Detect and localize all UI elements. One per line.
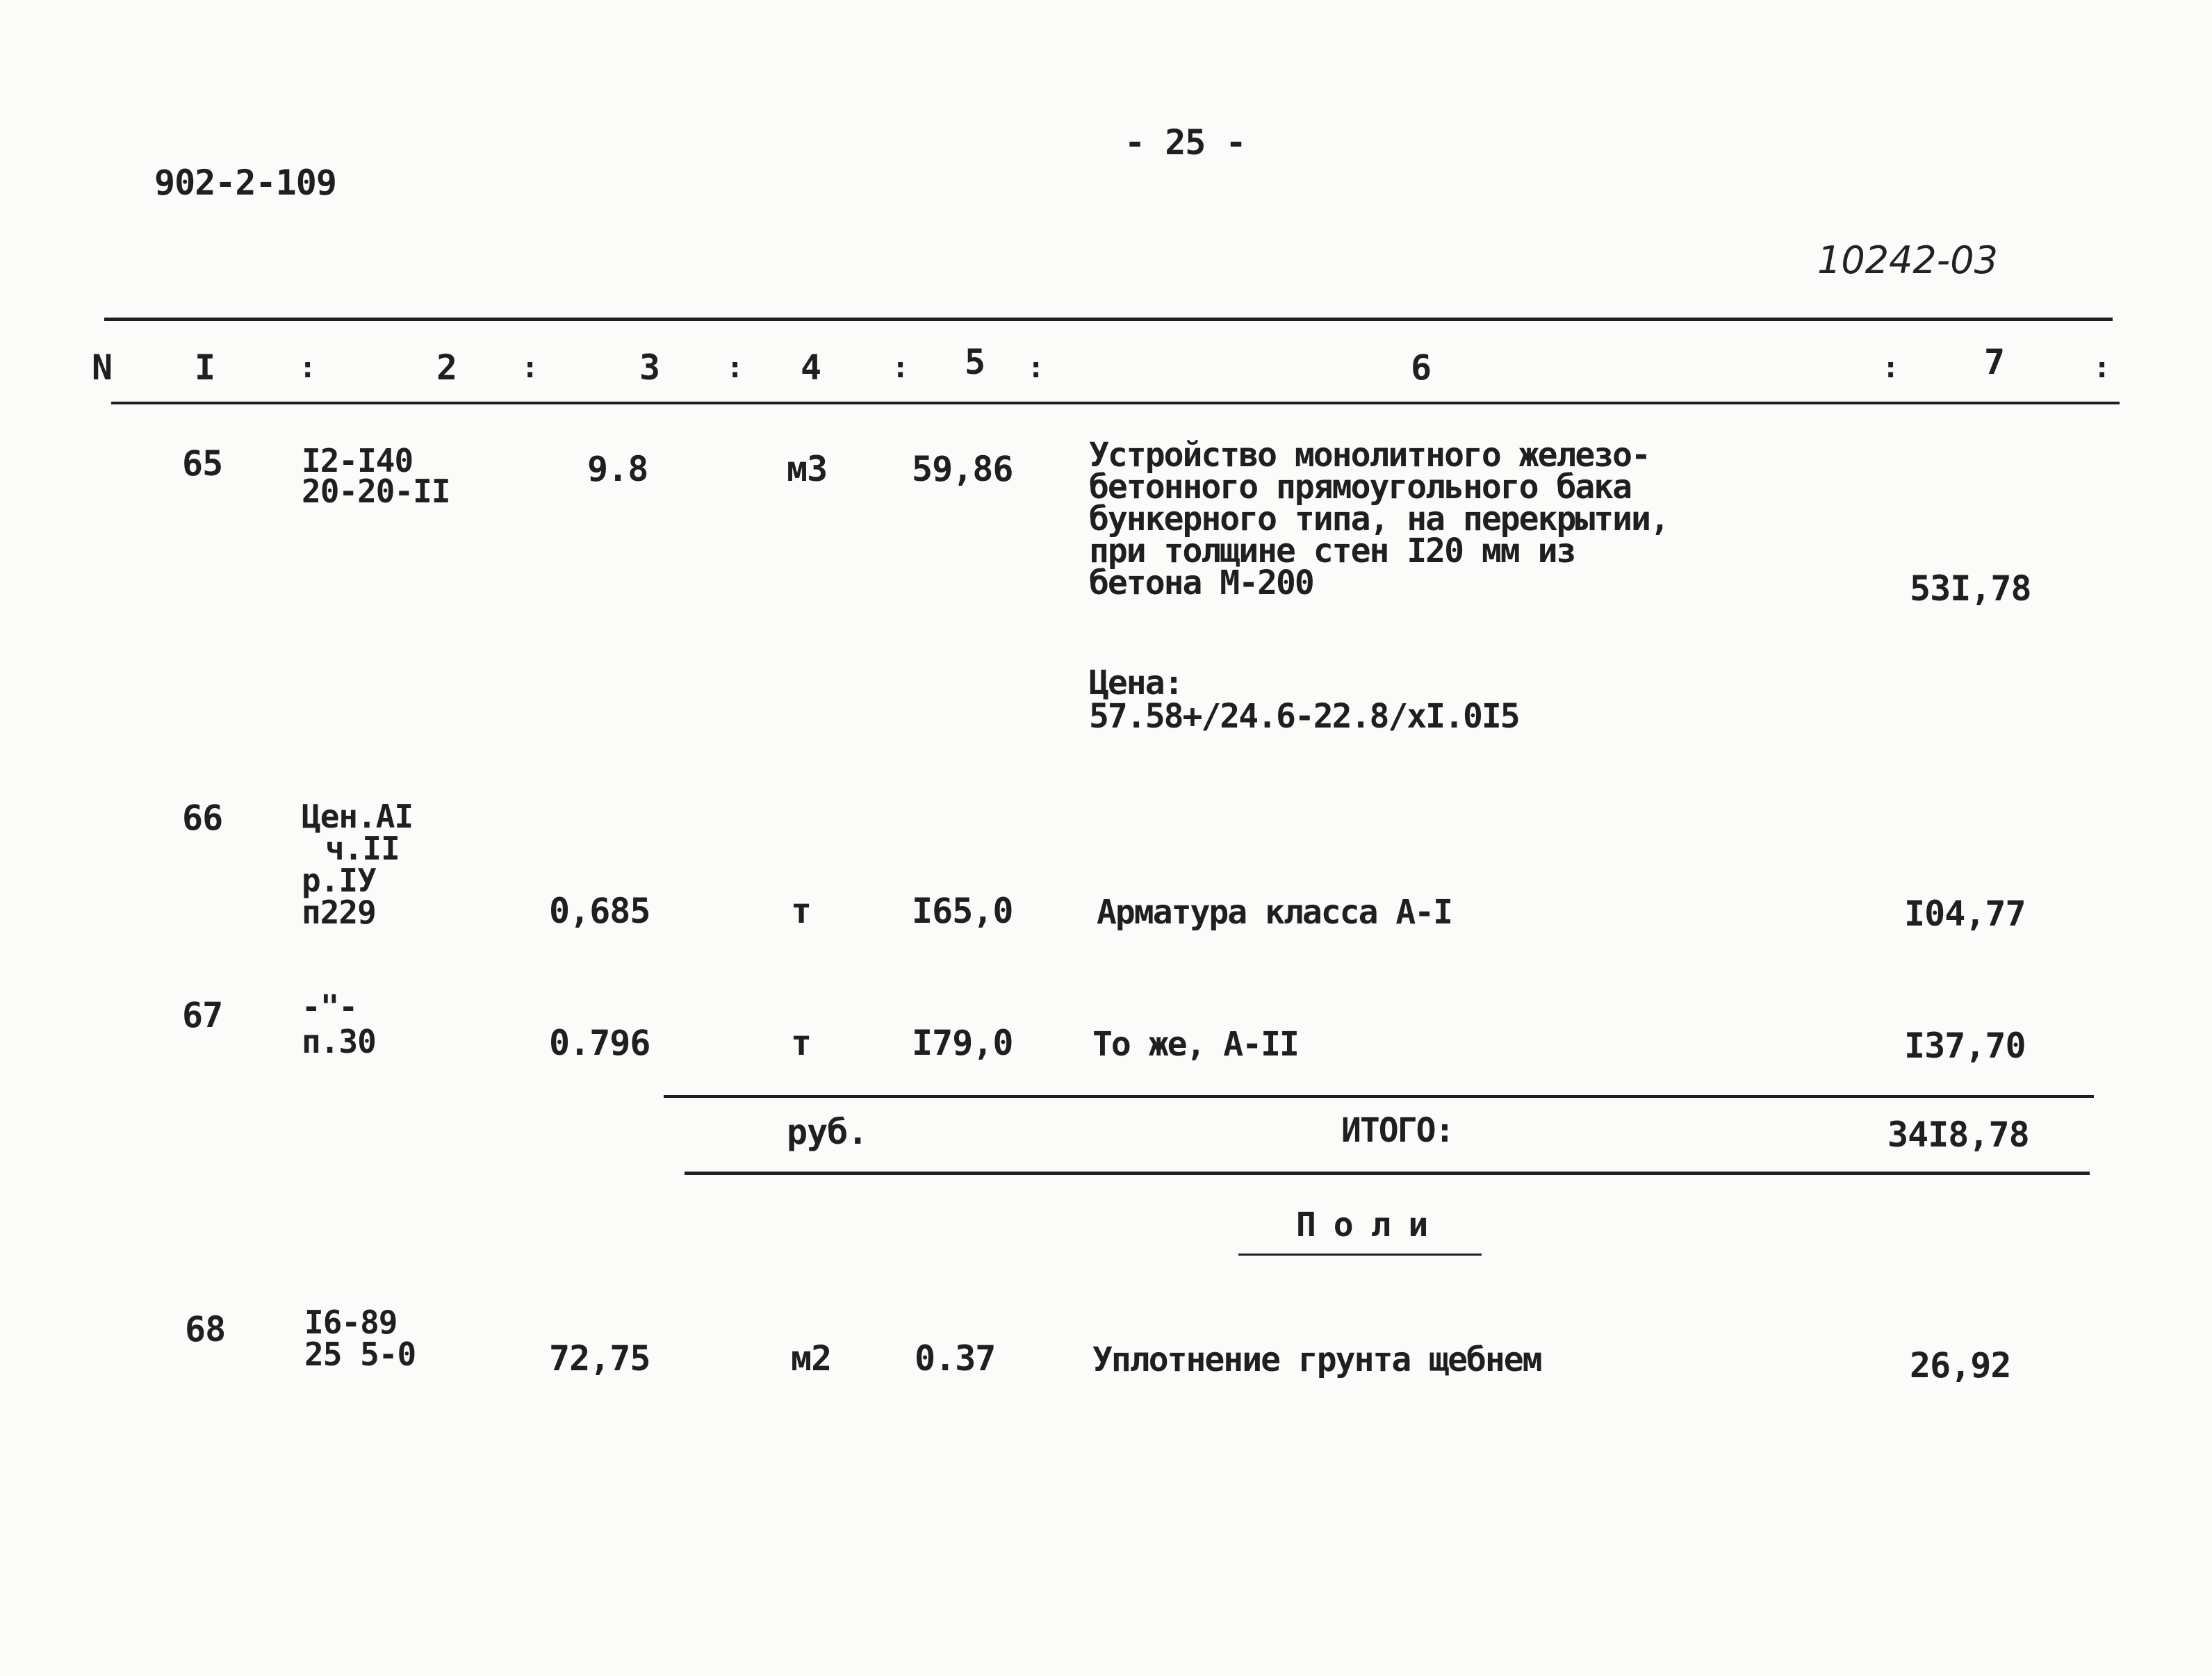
row-number: 67	[182, 995, 223, 1035]
header-sep: :	[1882, 350, 1900, 384]
row-number: 68	[185, 1309, 226, 1349]
unit: м2	[791, 1338, 832, 1379]
header-col-2: 2	[436, 347, 458, 388]
header-col-5: 5	[965, 342, 986, 382]
header-sep: :	[726, 350, 744, 384]
header-sep: :	[2093, 350, 2111, 384]
header-col-3: 3	[639, 347, 661, 388]
quantity: 72,75	[549, 1338, 650, 1379]
norm-code-line: I6-89	[304, 1304, 398, 1341]
row-total: 26,92	[1910, 1345, 2011, 1386]
header-sep: :	[1027, 350, 1045, 384]
unit-price: I79,0	[912, 1023, 1013, 1063]
row-total: 53I,78	[1910, 568, 2031, 609]
header-col-n: N	[92, 347, 113, 388]
subtotal-label: ИТОГО:	[1341, 1111, 1454, 1150]
section-title: П о л и	[1296, 1206, 1427, 1244]
header-col-4: 4	[801, 347, 822, 388]
norm-code-line: -"-	[302, 988, 358, 1026]
section-title-underline	[1238, 1254, 1482, 1256]
subtotal-top-rule	[664, 1095, 2094, 1098]
description-line: бункерного типа, на перекрытии,	[1089, 500, 1669, 539]
row-total: I37,70	[1904, 1026, 2026, 1066]
subtotal-value: 34I8,78	[1887, 1115, 2029, 1155]
header-col-1: I	[195, 347, 216, 388]
header-col-7: 7	[1984, 342, 2006, 382]
description-line: Арматура класса А-I	[1097, 893, 1452, 932]
quantity: 0,685	[549, 891, 650, 931]
norm-code-line: 20-20-II	[302, 473, 450, 510]
price-note-line: 57.58+/24.6-22.8/xI.0I5	[1089, 697, 1519, 736]
header-top-rule	[104, 318, 2113, 321]
row-total: I04,77	[1904, 894, 2026, 934]
quantity: 0.796	[549, 1023, 650, 1063]
unit-price: 59,86	[912, 449, 1013, 489]
subtotal-unit: руб.	[787, 1112, 868, 1152]
subtotal-bottom-rule	[685, 1172, 2090, 1175]
description-line: бетона М-200	[1089, 564, 1313, 602]
header-col-6: 6	[1411, 347, 1432, 388]
norm-code-line: Цен.АI	[302, 798, 413, 835]
norm-code-line: р.IУ	[302, 862, 376, 899]
page-number: - 25 -	[1124, 122, 1246, 163]
row-number: 65	[182, 443, 223, 484]
norm-code-line: п229	[302, 894, 376, 931]
unit-price: 0.37	[915, 1338, 996, 1379]
description-line: при толщине стен I20 мм из	[1089, 532, 1575, 570]
unit: т	[791, 891, 812, 931]
description-line: Уплотнение грунта щебнем	[1092, 1340, 1541, 1379]
header-bottom-rule	[111, 402, 2120, 404]
norm-code-line: I2-I40	[302, 442, 413, 479]
description-line: бетонного прямоугольного бака	[1089, 468, 1632, 507]
header-sep: :	[521, 350, 539, 384]
norm-code-line: 25 5-0	[304, 1336, 416, 1373]
price-note-line: Цена:	[1089, 664, 1183, 703]
quantity: 9.8	[587, 449, 648, 489]
description-line: То же, А-II	[1092, 1025, 1298, 1064]
row-number: 66	[182, 798, 223, 838]
description-line: Устройство монолитного железо-	[1089, 436, 1650, 475]
album-code: 10242-03	[1817, 238, 1998, 282]
norm-code-line: ч.II	[325, 830, 400, 867]
unit: т	[791, 1023, 812, 1063]
unit-price: I65,0	[912, 891, 1013, 931]
norm-code-line: п.30	[302, 1023, 376, 1060]
header-sep: :	[299, 350, 317, 384]
header-sep: :	[892, 350, 910, 384]
unit: м3	[787, 449, 828, 489]
document-code: 902-2-109	[154, 163, 336, 203]
